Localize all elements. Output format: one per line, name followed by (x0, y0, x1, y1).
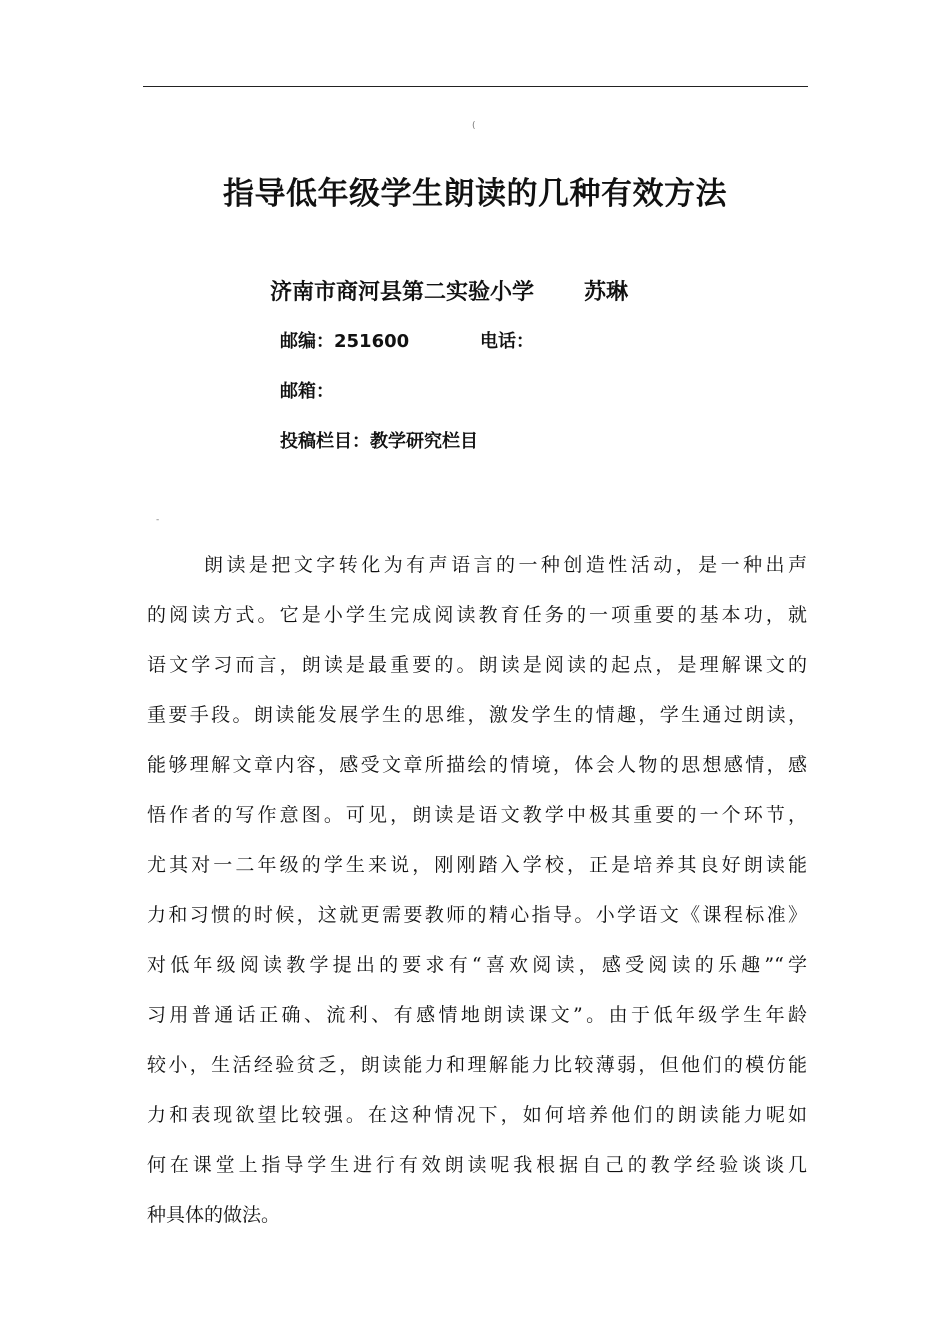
byline (270, 275, 628, 306)
author-name: 苏琳 (584, 280, 629, 305)
postcode-label: 邮编：251600 (280, 331, 410, 352)
body-line: 较小，生活经验贫乏，朗读能力和理解能力比较薄弱，但他们的模仿能 (147, 1054, 807, 1076)
body-line: 何在课堂上指导学生进行有效朗读呢我根据自己的教学经验谈谈几 (147, 1154, 807, 1176)
stray-mark: - (156, 515, 160, 525)
body-line: 对低年级阅读教学提出的要求有“喜欢阅读，感受阅读的乐趣”“学 (147, 954, 807, 976)
header-rule (143, 86, 808, 87)
body-line: 习用普通话正确、流利、有感情地朗读课文”。由于低年级学生年龄 (147, 1004, 807, 1026)
body-line: 重要手段。朗读能发展学生的思维，激发学生的情趣，学生通过朗读， (147, 704, 807, 726)
school-name: 济南市商河县第二实验小学 (270, 280, 535, 305)
body-line: 的阅读方式。它是小学生完成阅读教育任务的一项重要的基本功，就 (147, 604, 807, 626)
article-title: 指导低年级学生朗读的几种有效方法 (223, 176, 727, 212)
email-label: 邮箱： (280, 381, 334, 402)
body-line: 朗读是把文字转化为有声语言的一种创造性活动，是一种出声 (204, 554, 807, 576)
body-line: 能够理解文章内容，感受文章所描绘的情境，体会人物的思想感情，感 (147, 754, 807, 776)
postcode-row (280, 327, 534, 353)
body-line: 尤其对一二年级的学生来说，刚刚踏入学校，正是培养其良好朗读能 (147, 854, 807, 876)
body-line: 悟作者的写作意图。可见，朗读是语文教学中极其重要的一个环节， (147, 804, 807, 826)
body-line: 语文学习而言，朗读是最重要的。朗读是阅读的起点，是理解课文的 (147, 654, 807, 676)
body-line: 力和习惯的时候，这就更需要教师的精心指导。小学语文《课程标准》 (147, 904, 807, 926)
stray-mark: ( (472, 121, 476, 131)
body-paragraph (147, 540, 807, 1240)
body-line: 种具体的做法。 (147, 1204, 281, 1226)
body-line: 力和表现欲望比较强。在这种情况下，如何培养他们的朗读能力呢如 (147, 1104, 807, 1126)
column-label: 投稿栏目：教学研究栏目 (280, 431, 478, 452)
phone-label: 电话： (480, 331, 534, 352)
